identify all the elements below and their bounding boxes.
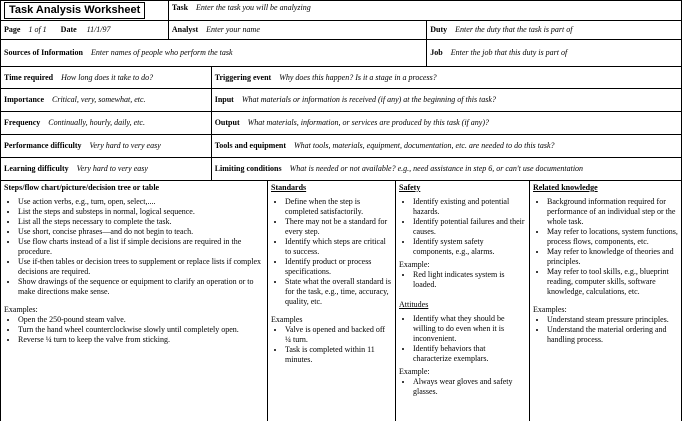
columns-section xyxy=(0,180,682,421)
standards-examples-label: Examples xyxy=(271,315,303,324)
safety-header: Safety xyxy=(399,183,421,192)
knowledge-list-item: • May refer to locations, system functions, process flows, components, etc. xyxy=(547,227,678,247)
triggering-cell xyxy=(211,67,681,89)
steps-list xyxy=(4,197,264,297)
steps-list-item: • Use if-then tables or decision trees to supplement or replace lists if complex decisions are required. xyxy=(18,257,264,277)
steps-example-item: • Turn the hand wheel counterclockwise slowly until completely open. xyxy=(18,325,264,335)
standards-header: Standards xyxy=(271,183,307,192)
standards-examples-list xyxy=(271,325,392,365)
steps-examples-label: Examples: xyxy=(4,305,38,314)
limiting-label: Limiting conditions xyxy=(214,164,282,173)
job-field[interactable]: Enter the job that this duty is part of xyxy=(450,48,568,57)
steps-header: Steps/flow chart/picture/decision tree or table xyxy=(4,183,160,192)
knowledge-column xyxy=(530,181,682,421)
safety-list-item: • Identify potential failures and their causes. xyxy=(413,217,526,237)
steps-list-item: • List all the steps necessary to complete the task. xyxy=(18,217,264,227)
frequency-cell xyxy=(1,112,212,135)
triggering-field[interactable]: Why does this happen? Is it a stage in a process? xyxy=(279,72,437,82)
job-cell xyxy=(427,40,682,67)
steps-examples-list xyxy=(4,315,264,345)
standards-list-item: • Identify product or process specifications. xyxy=(285,257,392,277)
knowledge-example-item: • Understand steam pressure principles. xyxy=(547,315,678,325)
time-required-field[interactable]: How long does it take to do? xyxy=(61,72,154,82)
sources-field[interactable]: Enter names of people who perform the task xyxy=(90,48,233,57)
attitudes-example-label: Example: xyxy=(399,367,430,376)
attitudes-list-item: • Identify behaviors that characterize exemplars. xyxy=(413,344,526,364)
input-label: Input xyxy=(214,95,234,104)
date-field[interactable]: 11/1/97 xyxy=(86,25,111,34)
steps-list-item: • Use action verbs, e.g., turn, open, select,.... xyxy=(18,197,264,207)
output-field[interactable]: What materials, information, or services are produced by this task (if any)? xyxy=(247,118,489,127)
sources-cell xyxy=(1,40,427,67)
header-grid xyxy=(0,0,682,181)
limiting-cell xyxy=(211,158,681,181)
time-required-cell xyxy=(1,67,212,89)
knowledge-example-item: • Understand the material ordering and handling process. xyxy=(547,325,678,345)
limiting-field[interactable]: What is needed or not available? e.g., need assistance in step 6, or can't use documentation xyxy=(289,164,584,173)
task-label: Task xyxy=(171,3,189,12)
steps-example-item: • Open the 250-pound steam valve. xyxy=(18,315,264,325)
duty-label: Duty xyxy=(430,25,448,34)
standards-list-item: • State what the overall standard is for the task, e.g., time, accuracy, quality, etc. xyxy=(285,277,392,307)
steps-list-item: • Use flow charts instead of a list if simple decisions are required in the procedure. xyxy=(18,237,264,257)
steps-example-item: • Reverse ¼ turn to keep the valve from sticking. xyxy=(18,335,264,345)
performance-field[interactable]: Very hard to very easy xyxy=(89,141,161,150)
knowledge-list xyxy=(533,197,678,297)
performance-cell xyxy=(1,135,212,158)
analyst-cell xyxy=(168,21,426,40)
analyst-field[interactable]: Enter your name xyxy=(206,25,260,34)
attitudes-example-list xyxy=(399,377,526,397)
safety-list-item: • Identify existing and potential hazards. xyxy=(413,197,526,217)
knowledge-list-item: • Background information required for performance of an individual step or the whole task. xyxy=(547,197,678,227)
task-cell xyxy=(168,1,681,21)
duty-field[interactable]: Enter the duty that the task is part of xyxy=(455,25,573,34)
attitudes-list-item: • Identify what they should be willing to do even when it is inconvenient. xyxy=(413,314,526,344)
attitudes-example-item: • Always wear gloves and safety glasses. xyxy=(413,377,526,397)
steps-list-item: • Show drawings of the sequence or equipment to clarify an operation or to make directions make sense. xyxy=(18,277,264,297)
triggering-label: Triggering event xyxy=(214,72,272,82)
analyst-label: Analyst xyxy=(171,25,199,34)
steps-column xyxy=(0,181,268,421)
frequency-field[interactable]: Continually, hourly, daily, etc. xyxy=(48,118,145,127)
task-field[interactable]: Enter the task you will be analyzing xyxy=(196,3,311,12)
knowledge-examples-label: Examples: xyxy=(533,305,567,314)
date-label: Date xyxy=(60,25,77,34)
input-cell xyxy=(211,89,681,112)
output-cell xyxy=(211,112,681,135)
importance-field[interactable]: Critical, very, somewhat, etc. xyxy=(52,95,146,104)
safety-example-list xyxy=(399,270,526,290)
attitudes-header: Attitudes xyxy=(399,300,429,309)
importance-label: Importance xyxy=(4,95,44,104)
steps-list-item: • List the steps and substeps in normal, logical sequence. xyxy=(18,207,264,217)
steps-list-item: • Use short, concise phrases—and do not begin to teach. xyxy=(18,227,264,237)
standards-list xyxy=(271,197,392,307)
knowledge-list-item: • May refer to knowledge of theories and principles. xyxy=(547,247,678,267)
knowledge-header: Related knowledge xyxy=(533,183,598,192)
safety-column xyxy=(396,181,530,421)
standards-example-item: • Valve is opened and backed off ¼ turn. xyxy=(285,325,392,345)
duty-cell xyxy=(427,21,682,40)
frequency-label: Frequency xyxy=(4,118,41,127)
page-date-cell xyxy=(1,21,169,40)
page-label: Page xyxy=(4,25,21,34)
page-value: 1 of 1 xyxy=(28,25,47,34)
title-cell xyxy=(1,1,169,21)
tools-label: Tools and equipment xyxy=(214,141,286,150)
safety-list xyxy=(399,197,526,257)
learning-field[interactable]: Very hard to very easy xyxy=(76,164,148,173)
safety-example-item: • Red light indicates system is loaded. xyxy=(413,270,526,290)
sources-label: Sources of Information xyxy=(4,48,83,57)
attitudes-list xyxy=(399,314,526,364)
knowledge-list-item: • May refer to tool skills, e.g., blueprint reading, computer skills, software knowledge, calculations, etc. xyxy=(547,267,678,297)
performance-label: Performance difficulty xyxy=(4,141,82,150)
standards-column xyxy=(268,181,396,421)
standards-list-item: • Identify which steps are critical to success. xyxy=(285,237,392,257)
input-field[interactable]: What materials or information is received (if any) at the beginning of this task? xyxy=(241,95,496,104)
tools-cell xyxy=(211,135,681,158)
tools-field[interactable]: What tools, materials, equipment, documentation, etc. are needed to do this task? xyxy=(294,141,555,150)
standards-example-item: • Task is completed within 11 minutes. xyxy=(285,345,392,365)
worksheet-title: Task Analysis Worksheet xyxy=(4,2,145,20)
safety-list-item: • Identify system safety components, e.g., alarms. xyxy=(413,237,526,257)
job-label: Job xyxy=(430,48,443,57)
learning-label: Learning difficulty xyxy=(4,164,69,173)
time-required-label: Time required xyxy=(4,72,54,82)
knowledge-examples-list xyxy=(533,315,678,345)
learning-cell xyxy=(1,158,212,181)
standards-list-item: • Define when the step is completed satisfactorily. xyxy=(285,197,392,217)
standards-list-item: • There may not be a standard for every step. xyxy=(285,217,392,237)
importance-cell xyxy=(1,89,212,112)
output-label: Output xyxy=(214,118,240,127)
safety-example-label: Example: xyxy=(399,260,430,269)
